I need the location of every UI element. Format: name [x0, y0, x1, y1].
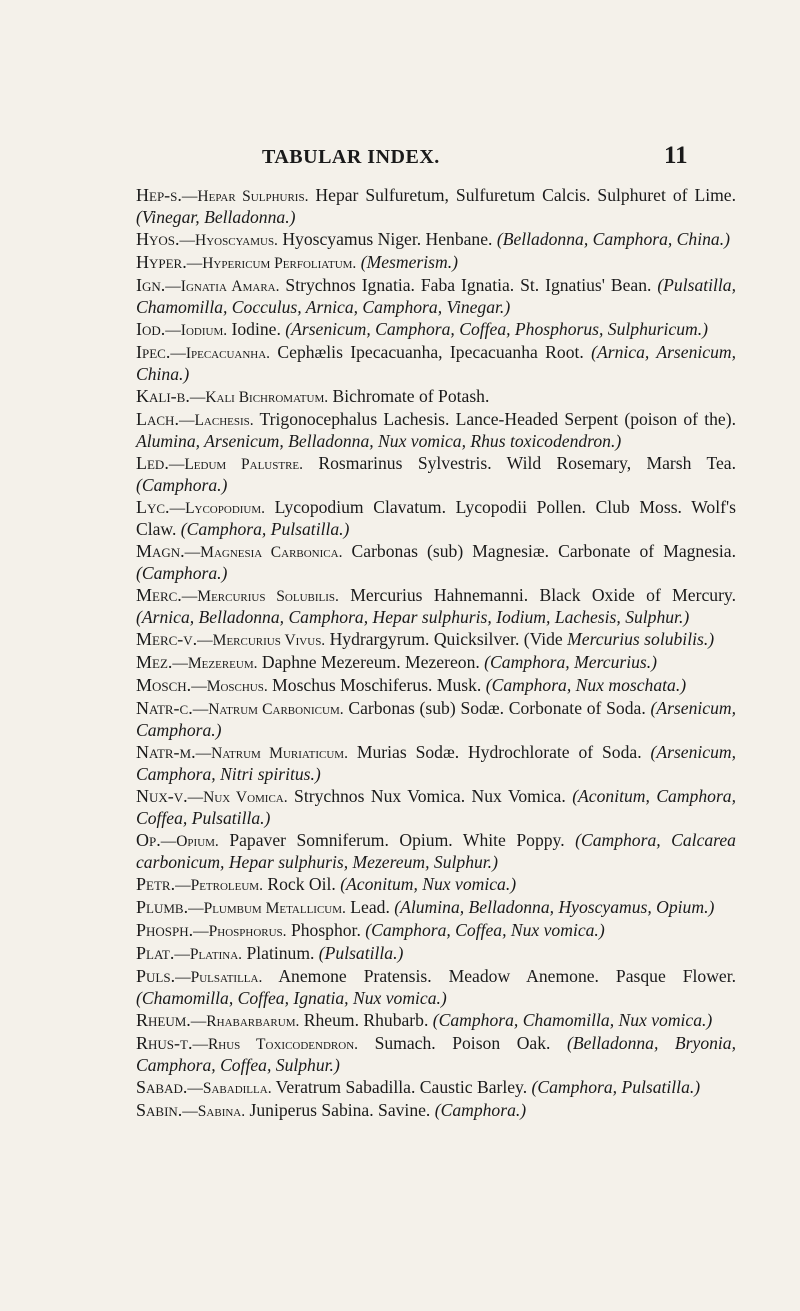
- index-entry: [136, 1033, 736, 1076]
- running-title: TABULAR INDEX.: [262, 146, 440, 168]
- entry-antidotes: (Camphora, Nux moschata.): [485, 675, 687, 695]
- entry-abbreviation: Hyos.: [136, 229, 180, 249]
- entry-abbreviation: Lach.: [136, 409, 179, 429]
- entry-synonyms: Daphne Mezereum. Mezereon.: [257, 652, 485, 672]
- entry-antidotes: (Arnica, Arsenicum, China.): [136, 342, 736, 384]
- entry-abbreviation: Kali-b.: [136, 386, 190, 406]
- entry-remedy-name: —Pulsatilla.: [175, 969, 263, 986]
- entry-abbreviation: Led.: [136, 453, 169, 473]
- index-entry: [136, 409, 736, 452]
- entry-antidotes: (Pulsatilla.): [318, 943, 404, 963]
- index-entry: [136, 229, 736, 251]
- index-entries: [136, 185, 736, 1123]
- entry-remedy-name: —Ignatia Amara.: [165, 278, 280, 295]
- entry-remedy-name: —Ledum Palustre.: [168, 456, 304, 473]
- entry-abbreviation: Merc.: [136, 585, 182, 605]
- entry-remedy-name: —Lachesis.: [178, 412, 254, 429]
- entry-antidotes: (Camphora.): [136, 563, 228, 583]
- entry-synonyms: Cephælis Ipecacuanha, Ipecacuanha Root.: [270, 342, 592, 362]
- index-entry: [136, 897, 736, 919]
- index-entry: [136, 386, 736, 408]
- entry-remedy-name: —Platina.: [174, 946, 243, 963]
- index-entry: [136, 830, 736, 873]
- entry-synonyms: Carbonas (sub) Sodæ. Corbonate of Soda.: [343, 698, 651, 718]
- entry-synonyms: Bichromate of Potash.: [328, 386, 490, 406]
- entry-synonyms: Carbonas (sub) Magnesiæ. Carbonate of Magnesia.: [342, 541, 736, 561]
- entry-abbreviation: Rhus-t.: [136, 1033, 193, 1053]
- entry-remedy-name: —Opium.: [160, 833, 219, 850]
- entry-antidotes: (Belladonna, Bryonia, Camphora, Coffea, Sulphur.): [136, 1033, 737, 1075]
- index-entry: [136, 920, 736, 942]
- entry-remedy-name: —Mercurius Vivus.: [197, 632, 326, 649]
- entry-remedy-name: —Sabadilla.: [187, 1080, 272, 1097]
- entry-antidotes: (Camphora, Pulsatilla.): [531, 1077, 701, 1097]
- running-head: [0, 142, 800, 168]
- entry-synonyms: Strychnos Nux Vomica. Nux Vomica.: [287, 786, 573, 806]
- entry-abbreviation: Natr-m.: [136, 742, 196, 762]
- entry-remedy-name: —Ipecacuanha.: [170, 345, 271, 362]
- entry-abbreviation: Plumb.: [136, 897, 189, 917]
- entry-abbreviation: Sabad.: [136, 1077, 188, 1097]
- entry-antidotes: (Camphora, Chamomilla, Nux vomica.): [432, 1010, 713, 1030]
- entry-remedy-name: —Lycopodium.: [169, 500, 266, 517]
- entry-remedy-name: —Moschus.: [191, 678, 268, 695]
- entry-abbreviation: Hyper.: [136, 252, 187, 272]
- entry-abbreviation: Ign.: [136, 275, 166, 295]
- entry-synonyms: Murias Sodæ. Hydrochlorate of Soda.: [347, 742, 651, 762]
- entry-antidotes: (Arsenicum, Camphora, Nitri spiritus.): [136, 742, 737, 784]
- entry-synonyms: Rheum. Rhubarb.: [299, 1010, 433, 1030]
- entry-synonyms: Hyoscyamus Niger. Henbane.: [277, 229, 497, 249]
- entry-abbreviation: Iod.: [136, 319, 166, 339]
- entry-antidotes: (Chamomilla, Coffea, Ignatia, Nux vomica.): [136, 988, 447, 1008]
- entry-synonyms: Strychnos Ignatia. Faba Ignatia. St. Ignatius' Bean.: [279, 275, 658, 295]
- entry-remedy-name: —Hyoscyamus.: [179, 232, 278, 249]
- entry-remedy-name: —Magnesia Carbonica.: [184, 544, 343, 561]
- entry-antidotes: (Alumina, Belladonna, Hyoscyamus, Opium.): [394, 897, 715, 917]
- entry-antidotes: (Camphora.): [434, 1100, 527, 1120]
- entry-abbreviation: Nux-v.: [136, 786, 188, 806]
- entry-remedy-name: —Hepar Sulphuris.: [181, 188, 309, 205]
- entry-remedy-name: —Rhabarbarum.: [190, 1013, 300, 1030]
- entry-antidotes: (Vinegar, Belladonna.): [136, 207, 296, 227]
- entry-remedy-name: —Mezereum.: [172, 655, 258, 672]
- entry-remedy-name: —Mercurius Solubilis.: [181, 588, 339, 605]
- entry-abbreviation: Magn.: [136, 541, 185, 561]
- index-entry: [136, 497, 736, 540]
- entry-synonyms: Veratrum Sabadilla. Caustic Barley.: [271, 1077, 532, 1097]
- entry-remedy-name: —Petroleum.: [175, 877, 263, 894]
- entry-synonyms: Trigonocephalus Lachesis. Lance-Headed Serpent (poison of the).: [253, 409, 736, 429]
- entry-remedy-name: —Plumbum Metallicum.: [188, 900, 346, 917]
- entry-synonyms: Papaver Somniferum. Opium. White Poppy.: [218, 830, 576, 850]
- index-entry: [136, 629, 736, 651]
- entry-antidotes: (Arnica, Belladonna, Camphora, Hepar sulphuris, Iodium, Lachesis, Sulphur.): [136, 607, 690, 627]
- index-entry: [136, 786, 736, 829]
- index-entry: [136, 185, 736, 228]
- entry-remedy-name: —Kali Bichromatum.: [189, 389, 329, 406]
- entry-antidotes: Alumina, Arsenicum, Belladonna, Nux vomica, Rhus toxicodendron.): [136, 431, 622, 451]
- entry-remedy-name: —Natrum Muriaticum.: [195, 745, 348, 762]
- entry-remedy-name: —Iodium.: [165, 322, 228, 339]
- entry-abbreviation: Lyc.: [136, 497, 170, 517]
- entry-antidotes: (Camphora, Coffea, Nux vomica.): [365, 920, 605, 940]
- entry-abbreviation: Natr-c.: [136, 698, 193, 718]
- entry-abbreviation: Merc-v.: [136, 629, 198, 649]
- entry-synonyms: Lycopodium Clavatum. Lycopodii Pollen. Club Moss. Wolf's Claw.: [136, 497, 736, 539]
- entry-abbreviation: Sabin.: [136, 1100, 183, 1120]
- entry-antidotes: (Pulsatilla, Chamomilla, Cocculus, Arnica, Camphora, Vinegar.): [136, 275, 736, 317]
- entry-abbreviation: Puls.: [136, 966, 176, 986]
- index-entry: [136, 1100, 736, 1122]
- entry-antidotes: (Mesmerism.): [360, 252, 458, 272]
- index-entry: [136, 874, 736, 896]
- entry-synonyms: Platinum.: [242, 943, 319, 963]
- index-entry: [136, 675, 736, 697]
- entry-synonyms: Hepar Sulfuretum, Sulfuretum Calcis. Sulphuret of Lime.: [308, 185, 736, 205]
- entry-abbreviation: Plat.: [136, 943, 175, 963]
- entry-abbreviation: Ipec.: [136, 342, 171, 362]
- entry-remedy-name: —Natrum Carbonicum.: [192, 701, 344, 718]
- entry-antidotes: (Camphora.): [136, 475, 228, 495]
- entry-antidotes: (Aconitum, Nux vomica.): [340, 874, 517, 894]
- entry-synonyms: Iodine.: [227, 319, 286, 339]
- entry-abbreviation: Hep-s.: [136, 185, 182, 205]
- entry-remedy-name: —Hypericum Perfoliatum.: [186, 255, 357, 272]
- entry-antidotes: (Belladonna, Camphora, China.): [496, 229, 730, 249]
- entry-remedy-name: —Rhus Toxicodendron.: [192, 1036, 359, 1053]
- index-entry: [136, 698, 736, 741]
- entry-antidotes: (Camphora, Mercurius.): [484, 652, 657, 672]
- index-entry: [136, 943, 736, 965]
- index-entry: [136, 742, 736, 785]
- index-entry: [136, 585, 736, 628]
- entry-abbreviation: Petr.: [136, 874, 176, 894]
- index-entry: [136, 319, 736, 341]
- entry-abbreviation: Mosch.: [136, 675, 192, 695]
- index-entry: [136, 275, 736, 318]
- entry-synonyms: Rosmarinus Sylvestris. Wild Rosemary, Marsh Tea.: [303, 453, 736, 473]
- index-entry: [136, 966, 736, 1009]
- entry-remedy-name: —Phosphorus.: [193, 923, 287, 940]
- entry-antidotes: (Camphora, Pulsatilla.): [180, 519, 350, 539]
- entry-abbreviation: Mez.: [136, 652, 173, 672]
- entry-synonyms: Anemone Pratensis. Meadow Anemone. Pasque Flower.: [262, 966, 736, 986]
- index-entry: [136, 252, 736, 274]
- index-entry: [136, 652, 736, 674]
- entry-synonyms: Juniperus Sabina. Savine.: [245, 1100, 435, 1120]
- page-number: 11: [664, 142, 688, 169]
- entry-antidotes: (Camphora, Calcarea carbonicum, Hepar sulphuris, Mezereum, Sulphur.): [136, 830, 736, 872]
- entry-synonyms: Lead.: [345, 897, 395, 917]
- entry-abbreviation: Rheum.: [136, 1010, 191, 1030]
- index-entry: [136, 1077, 736, 1099]
- entry-synonyms: Rock Oil.: [262, 874, 341, 894]
- entry-synonyms: Hydrargyrum. Quicksilver. (Vide: [325, 629, 568, 649]
- entry-abbreviation: Phosph.: [136, 920, 194, 940]
- entry-synonyms: Sumach. Poison Oak.: [358, 1033, 567, 1053]
- index-entry: [136, 342, 736, 385]
- entry-remedy-name: —Sabina.: [182, 1103, 246, 1120]
- entry-antidotes: (Arsenicum, Camphora, Coffea, Phosphorus, Sulphuricum.): [285, 319, 708, 339]
- entry-antidotes: (Aconitum, Camphora, Coffea, Pulsatilla.): [136, 786, 736, 828]
- entry-remedy-name: —Nux Vomica.: [187, 789, 288, 806]
- entry-synonyms: Mercurius Hahnemanni. Black Oxide of Mercury.: [338, 585, 736, 605]
- entry-synonyms: Moschus Moschiferus. Musk.: [267, 675, 486, 695]
- entry-abbreviation: Op.: [136, 830, 161, 850]
- entry-synonyms: Phosphor.: [286, 920, 366, 940]
- entry-antidotes: Mercurius solubilis.): [567, 629, 715, 649]
- index-entry: [136, 541, 736, 584]
- entry-antidotes: (Arsenicum, Camphora.): [136, 698, 736, 740]
- index-entry: [136, 453, 736, 496]
- index-entry: [136, 1010, 736, 1032]
